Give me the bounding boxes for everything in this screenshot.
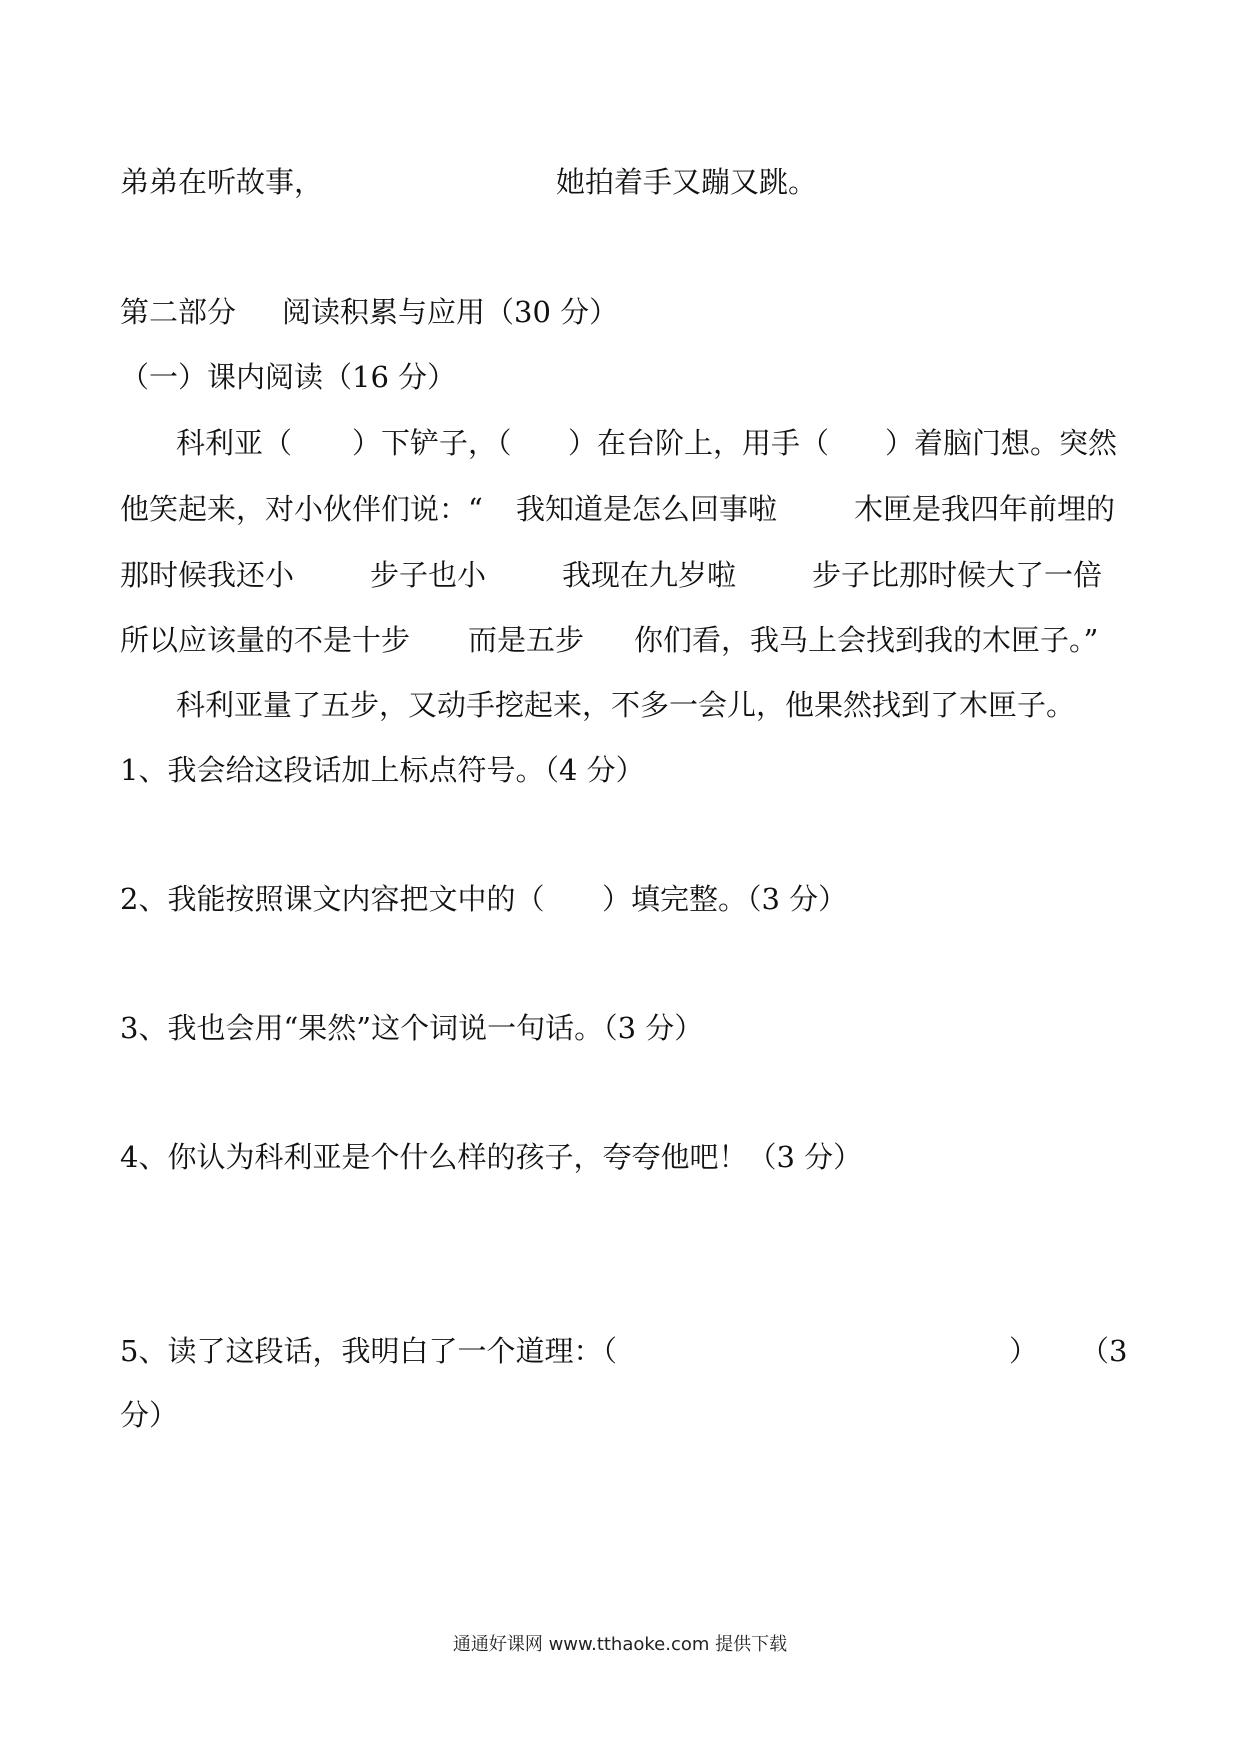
footer-credit: 通通好课网 www.tthaoke.com 提供下载 <box>452 1634 788 1655</box>
passage-l4-s1: 所以应该量的不是十步 <box>120 623 411 657</box>
question-2-text-b: ）填完整。（3 分） <box>602 882 848 916</box>
passage-l1-s1: 科利亚（ <box>176 426 293 460</box>
passage-l2-s2: 我知道是怎么回事啦 <box>516 492 778 526</box>
question-5-text-d: 分） <box>120 1398 179 1432</box>
question-5-text-b: ） <box>1009 1334 1039 1368</box>
passage-l2-s1: 他笑起来，对小伙伴们说：“ <box>120 492 483 526</box>
passage-l4-s3: 你们看，我马上会找到我的木匣子。” <box>634 623 1099 657</box>
passage-l2-s3: 木匣是我四年前埋的 <box>854 492 1116 526</box>
section-title: 第二部分 <box>120 295 237 329</box>
passage-l5: 科利亚量了五步，又动手挖起来，不多一会儿，他果然找到了木匣子。 <box>176 688 1076 722</box>
passage-l1-s4: ）着脑门想。突然 <box>885 426 1118 460</box>
section-subtitle: 阅读积累与应用（30 分） <box>282 295 619 329</box>
passage-l3-s4: 步子比那时候大了一倍 <box>812 558 1103 592</box>
question-5-text-a: 5、读了这段话，我明白了一个道理：（ <box>120 1334 617 1368</box>
top-sentence-part2: 她拍着手又蹦又跳。 <box>556 165 818 199</box>
question-2-text-a: 2、我能按照课文内容把文中的（ <box>120 882 545 916</box>
question-4-text: 4、你认为科利亚是个什么样的孩子，夸夸他吧！（3 分） <box>120 1140 863 1174</box>
passage-l4-s2: 而是五步 <box>468 623 585 657</box>
question-1-text: 1、我会给这段话加上标点符号。（4 分） <box>120 753 645 787</box>
question-5-text-c: （3 <box>1080 1334 1128 1368</box>
passage-l1-s2: ）下铲子，（ <box>352 426 512 460</box>
subsection-title: （一）课内阅读（16 分） <box>120 360 457 394</box>
passage-l3-s3: 我现在九岁啦 <box>562 558 737 592</box>
passage-l3-s2: 步子也小 <box>370 558 487 592</box>
question-3-text: 3、我也会用“果然”这个词说一句话。（3 分） <box>120 1011 704 1045</box>
top-sentence-part1: 弟弟在听故事， <box>120 165 324 199</box>
passage-l1-s3: ）在台阶上，用手（ <box>568 426 830 460</box>
passage-l3-s1: 那时候我还小 <box>120 558 295 592</box>
